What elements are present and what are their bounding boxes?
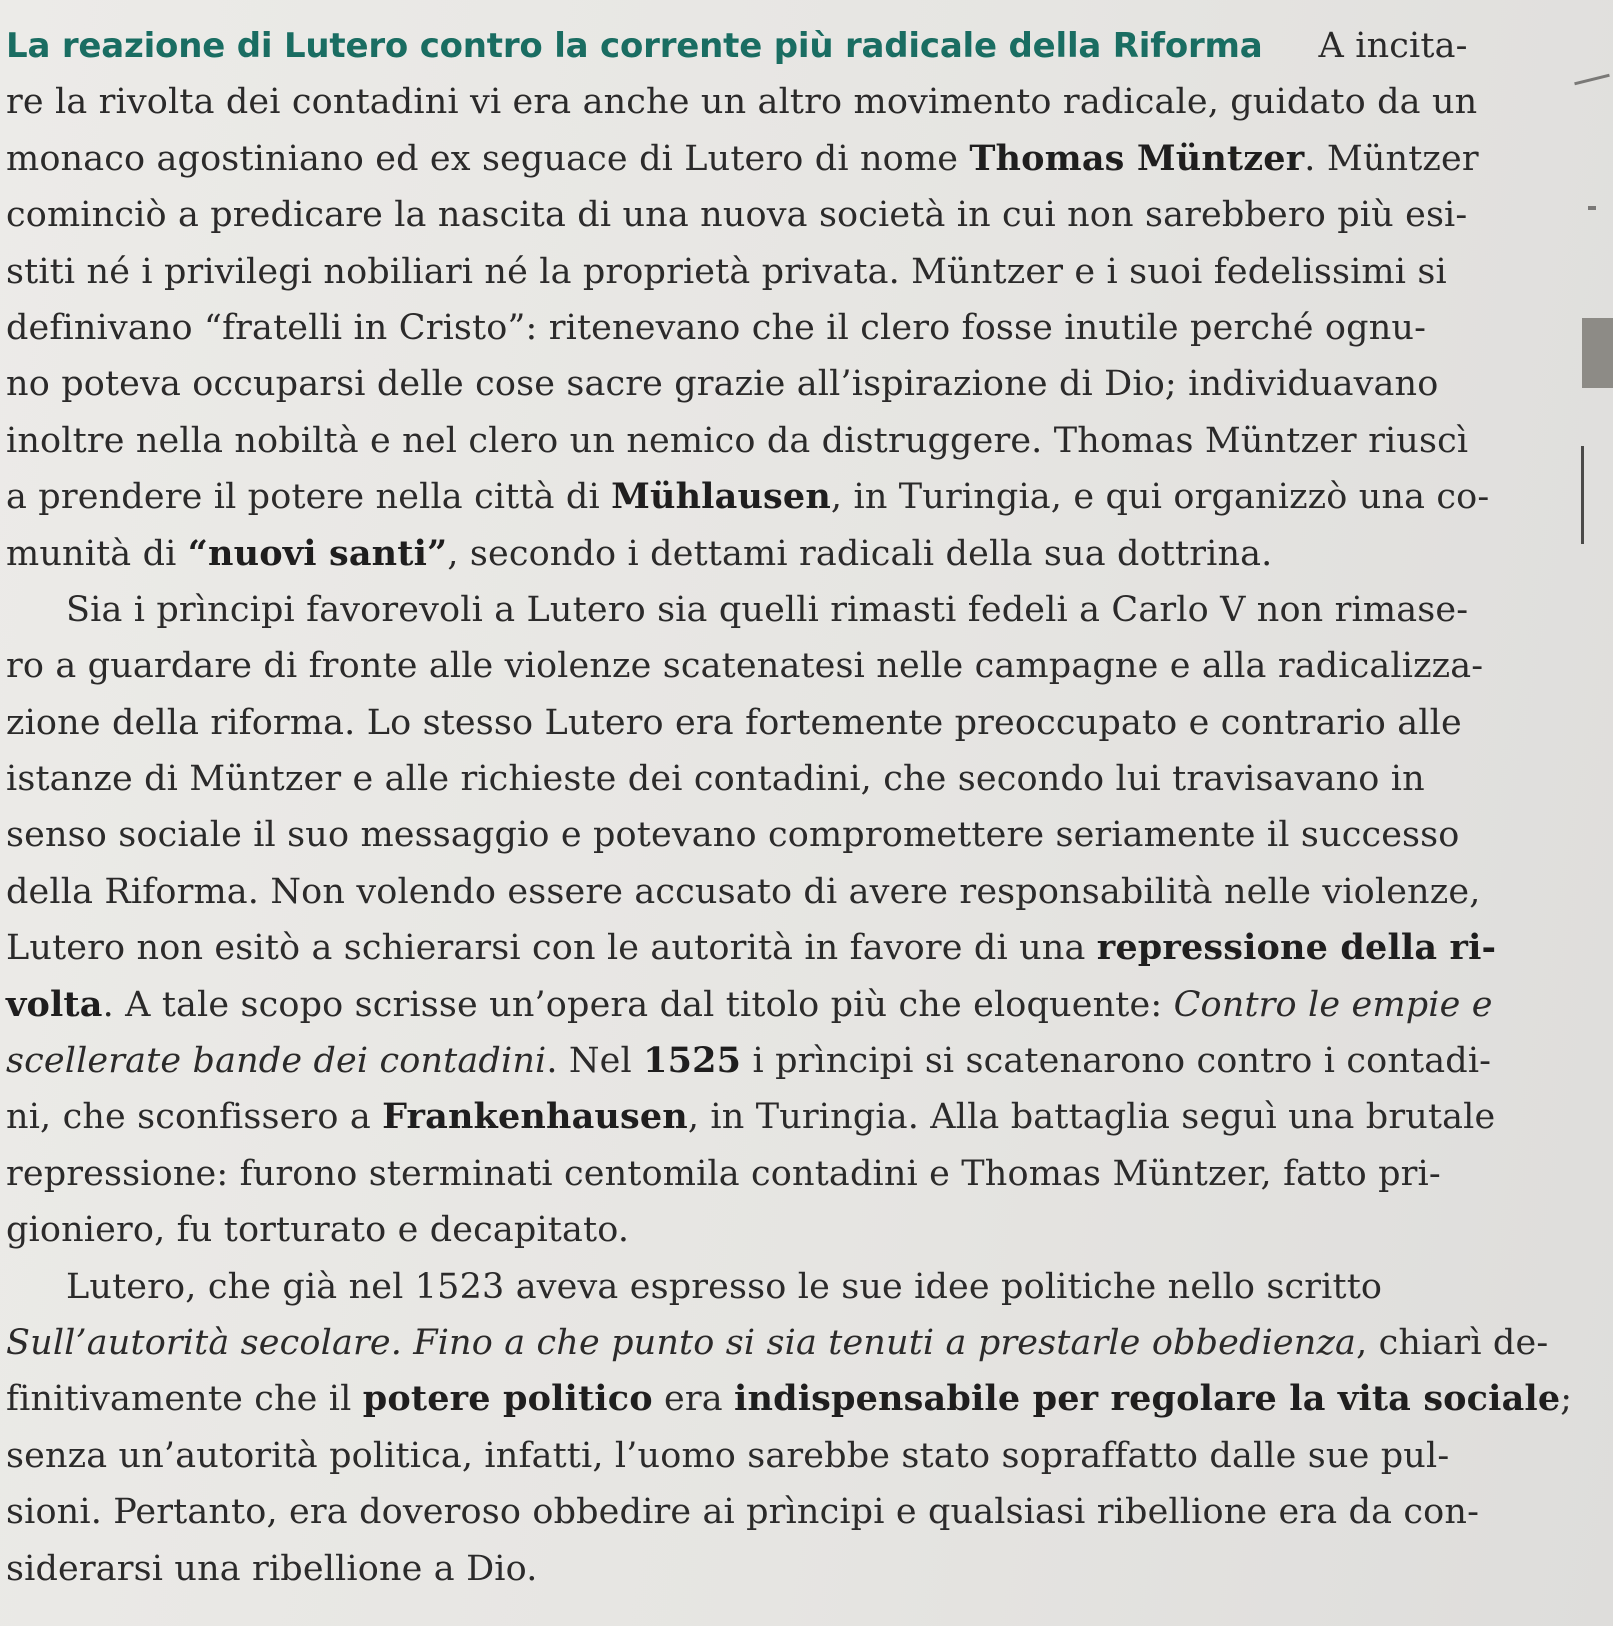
bold-term: indispensabile per regolare la vita sociale — [734, 1378, 1561, 1420]
text-line: senso sociale il suo messaggio e potevano compromettere seriamente il successo — [6, 815, 1460, 856]
bold-term: 1525 — [643, 1040, 742, 1082]
bold-term: Thomas Müntzer — [969, 137, 1305, 179]
paragraph-1 — [6, 18, 1566, 582]
text-line: re la rivolta dei contadini vi era anche un altro movimento radicale, guidato da un — [6, 82, 1478, 123]
margin-mark — [1588, 206, 1596, 210]
text-line: definivano “fratelli in Cristo”: ritenevano che il clero fosse inutile perché ognu- — [6, 307, 1427, 348]
text-line: ro a guardare di fronte alle violenze scatenatesi nelle campagne e alla radicalizza- — [6, 646, 1484, 687]
text-line: inoltre nella nobiltà e nel clero un nemico da distruggere. Thomas Müntzer riuscì — [6, 420, 1469, 461]
bold-term: Mühlausen — [611, 476, 831, 518]
italic-title: scellerate bande dei contadini — [6, 1041, 547, 1082]
margin-mark — [1582, 318, 1613, 388]
article-body — [6, 18, 1573, 1597]
margin-rule — [1581, 446, 1584, 544]
text-line: a prendere il potere nella città di Mühlausen, in Turingia, e qui organizzò una co- — [6, 476, 1490, 518]
text-line: stiti né i privilegi nobiliari né la proprietà privata. Müntzer e i suoi fedelissimi si — [6, 251, 1447, 292]
text-line: cominciò a predicare la nascita di una nuova società in cui non sarebbero più esi- — [6, 195, 1468, 236]
paragraph-3 — [6, 1259, 1573, 1597]
italic-title: Contro le empie e — [1173, 984, 1493, 1025]
margin-mark — [1574, 74, 1610, 86]
text-line: finitivamente che il potere politico era indispensabile per regolare la vita sociale; — [6, 1378, 1573, 1420]
text-line: Lutero, che già nel 1523 aveva espresso le sue idee politiche nello scritto — [66, 1266, 1383, 1307]
section-heading: La reazione di Lutero contro la corrente più radicale della Riforma — [6, 26, 1263, 66]
text-line: monaco agostiniano ed ex seguace di Lutero di nome Thomas Müntzer. Müntzer — [6, 137, 1479, 179]
text-line: Sull’autorità secolare. Fino a che punto si sia tenuti a prestarle obbedienza, chiarì de- — [6, 1322, 1549, 1363]
text-line: senza un’autorità politica, infatti, l’uomo sarebbe stato sopraffatto dalle sue pul- — [6, 1435, 1450, 1476]
text-line: volta. A tale scopo scrisse un’opera dal titolo più che eloquente: Contro le empie e — [6, 983, 1493, 1025]
paragraph-2 — [6, 582, 1566, 1259]
text-line: munità di “nuovi santi”, secondo i dettami radicali della sua dottrina. — [6, 532, 1273, 574]
text-line: sioni. Pertanto, era doveroso obbedire ai prìncipi e qualsiasi ribellione era da con- — [6, 1492, 1480, 1533]
text-line: no poteva occuparsi delle cose sacre grazie all’ispirazione di Dio; individuavano — [6, 364, 1439, 405]
bold-term: volta — [6, 983, 103, 1025]
bold-term: repressione della ri- — [1096, 927, 1497, 969]
text-line: Sia i prìncipi favorevoli a Lutero sia quelli rimasti fedeli a Carlo V non rimase- — [66, 589, 1469, 630]
text-line: siderarsi una ribellione a Dio. — [6, 1548, 538, 1589]
bold-term: Frankenhausen — [382, 1096, 688, 1138]
text-line: istanze di Müntzer e alle richieste dei contadini, che secondo lui travisavano in — [6, 759, 1425, 800]
text-line: della Riforma. Non volendo essere accusato di avere responsabilità nelle violenze, — [6, 871, 1481, 912]
text-line: Lutero non esitò a schierarsi con le autorità in favore di una repressione della ri- — [6, 927, 1497, 969]
text-line: zione della riforma. Lo stesso Lutero era fortemente preoccupato e contrario alle — [6, 702, 1462, 743]
text-line: repressione: furono sterminati centomila contadini e Thomas Müntzer, fatto pri- — [6, 1153, 1441, 1194]
bold-term: “nuovi santi” — [187, 532, 448, 574]
italic-title: Sull’autorità secolare. Fino a che punto si sia tenuti a prestarle obbedienza — [6, 1322, 1357, 1363]
text-line: La reazione di Lutero contro la corrente più radicale della Riforma A incita- — [6, 26, 1468, 66]
text-line: ni, che sconfissero a Frankenhausen, in Turingia. Alla battaglia seguì una brutale — [6, 1096, 1496, 1138]
text-line: scellerate bande dei contadini. Nel 1525 i prìncipi si scatenarono contro i contadi- — [6, 1040, 1492, 1082]
text-line: gioniero, fu torturato e decapitato. — [6, 1210, 630, 1251]
bold-term: potere politico — [362, 1378, 653, 1420]
